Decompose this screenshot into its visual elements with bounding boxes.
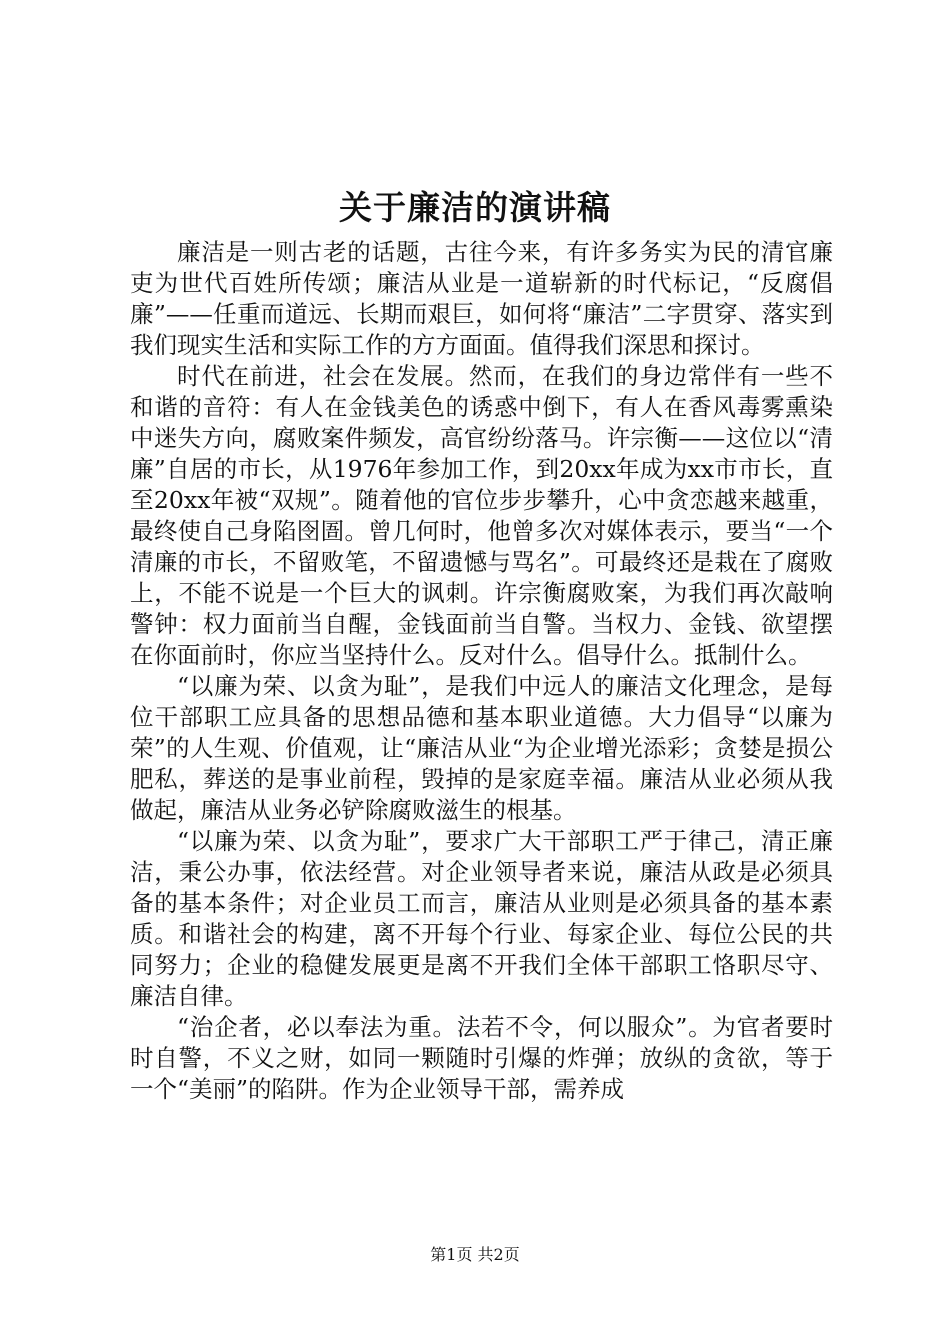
document-body: [130, 237, 833, 1105]
paragraph-4: “以廉为荣、以贪为耻”，要求广大干部职工严于律己，清正廉洁，秉公办事，依法经营。对企业领导者来说，廉洁从政是必须具备的基本条件；对企业员工而言，廉洁从业则是必须具备的基本素质。和谐社会的构建，离不开每个行业、每家企业、每位公民的共同努力；企业的稳健发展更是离不开我们全体干部职工恪职尽守、廉洁自律。: [130, 827, 833, 1010]
paragraph-5: “治企者，必以奉法为重。法若不令，何以服众”。为官者要时时自警，不义之财，如同一颗随时引爆的炸弹；放纵的贪欲，等于一个“美丽”的陷阱。作为企业领导干部，需养成: [130, 1013, 833, 1103]
paragraph-2: 时代在前进，社会在发展。然而，在我们的身边常伴有一些不和谐的音符：有人在金钱美色的诱惑中倒下，有人在香风毒雾熏染中迷失方向，腐败案件频发，高官纷纷落马。许宗衡——这位以“清廉”自居的市长，从1976年参加工作，到20xx年成为xx市市长，直至20xx年被“双规”。随着他的官位步步攀升，心中贪恋越来越重，最终使自己身陷囹圄。曾几何时，他曾多次对媒体表示，要当“一个清廉的市长，不留败笔，不留遗憾与骂名”。可最终还是栽在了腐败上，不能不说是一个巨大的讽刺。许宗衡腐败案，为我们再次敲响警钟：权力面前当自醒，金钱面前当自警。当权力、金钱、欲望摆在你面前时，你应当坚持什么。反对什么。倡导什么。抵制什么。: [130, 362, 833, 669]
page-footer: 第1页 共2页: [430, 1245, 520, 1264]
document-title: 关于廉洁的演讲稿: [339, 188, 611, 227]
paragraph-3: “以廉为荣、以贪为耻”，是我们中远人的廉洁文化理念，是每位干部职工应具备的思想品德和基本职业道德。大力倡导“以廉为荣”的人生观、价值观，让“廉洁从业“为企业增光添彩；贪婪是损公肥私，葬送的是事业前程，毁掉的是家庭幸福。廉洁从业必须从我做起，廉洁从业务必铲除腐败滋生的根基。: [130, 672, 833, 824]
paragraph-1: 廉洁是一则古老的话题，古往今来，有许多务实为民的清官廉吏为世代百姓所传颂；廉洁从业是一道崭新的时代标记，“反腐倡廉”——任重而道远、长期而艰巨，如何将“廉洁”二字贯穿、落实到我们现实生活和实际工作的方方面面。值得我们深思和探讨。: [130, 238, 833, 359]
